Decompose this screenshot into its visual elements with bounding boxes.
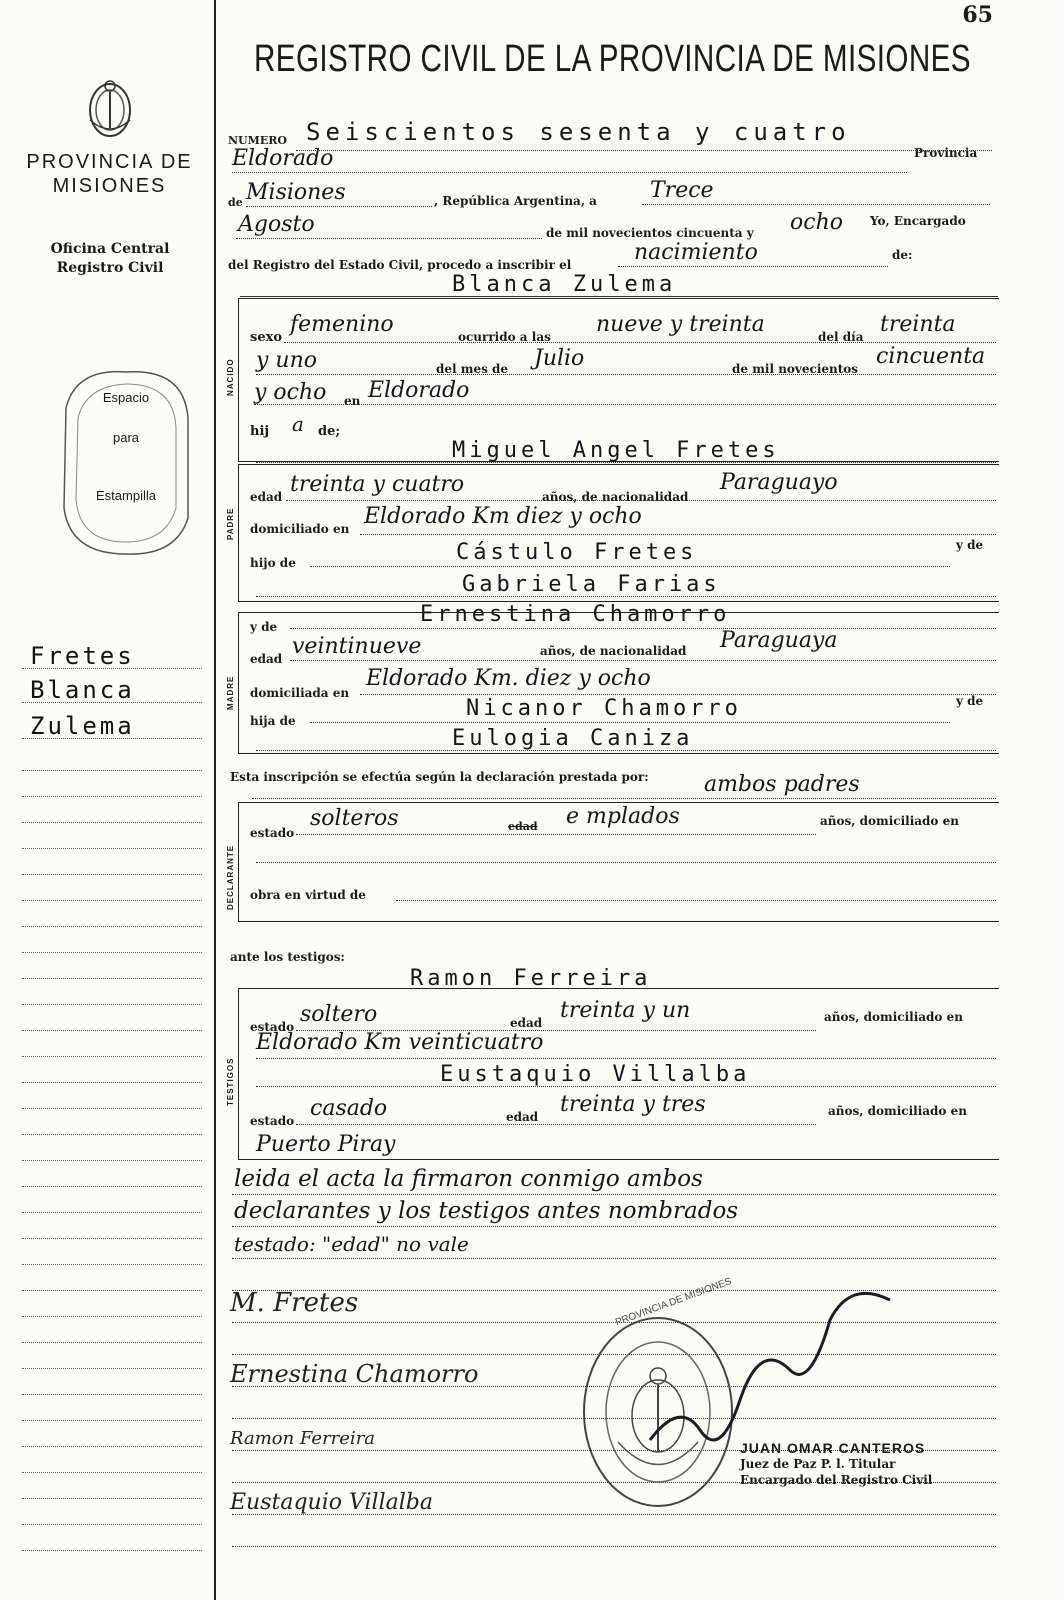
numero-label: NUMERO: [228, 134, 287, 147]
margin-line: [22, 1056, 202, 1057]
field-padre-madre: Gabriela Farias: [462, 572, 721, 597]
note-line-3: testado: "edad" no vale: [234, 1232, 469, 1256]
field-t1-estado: soltero: [300, 1002, 378, 1027]
madre-label: MADRE: [226, 675, 235, 710]
margin-line: [22, 1368, 202, 1369]
left-margin-column: [0, 0, 216, 1600]
margin-line: [22, 1316, 202, 1317]
field-madre-madre: Eulogia Caniza: [452, 726, 694, 751]
field-padre-padre: Cástulo Fretes: [456, 540, 698, 565]
field-dia: Trece: [650, 178, 714, 203]
margin-line: [22, 668, 202, 669]
rule: [284, 342, 996, 343]
rule: [232, 1194, 996, 1195]
hijo-de-label: hijo de: [250, 556, 296, 570]
hij-label: hij: [250, 424, 270, 439]
anios-domic-t1-label: años, domiciliado en: [824, 1010, 963, 1024]
rule: [286, 500, 996, 501]
provincia-label: Provincia: [914, 146, 978, 160]
margin-line: [22, 1082, 202, 1083]
rule: [290, 628, 996, 629]
page-number: 65: [962, 2, 993, 28]
margin-line: [22, 1550, 202, 1551]
office-name: [30, 240, 190, 278]
field-nombre: Blanca Zulema: [452, 272, 677, 297]
margin-line: [22, 1420, 202, 1421]
margin-surname: Fretes: [30, 642, 135, 670]
margin-line: [22, 1030, 202, 1031]
margin-line: [22, 738, 202, 739]
edad-t2-label: edad: [506, 1110, 539, 1124]
anios-domic-t2-label: años, domiciliado en: [828, 1104, 967, 1118]
estado-label: estado: [250, 826, 295, 840]
office-line1: Oficina Central: [50, 241, 170, 257]
margin-line: [22, 926, 202, 927]
rule: [642, 204, 990, 205]
nacido-label: NACIDO: [226, 358, 235, 396]
domiciliada-label: domiciliada en: [250, 686, 350, 700]
rule: [232, 172, 907, 173]
field-madre-nac: Paraguaya: [720, 628, 838, 653]
signature-testigo1: Ramon Ferreira: [230, 1428, 376, 1449]
rule: [360, 534, 996, 535]
field-decl-edad: e mplados: [566, 804, 680, 829]
hija-de-label: hija de: [250, 714, 296, 728]
field-dia-nac-2: y uno: [256, 348, 318, 373]
de-semi-label: de;: [318, 424, 341, 439]
province-name-line2: MISIONES: [52, 175, 167, 197]
margin-line: [22, 874, 202, 875]
note-line-1: leida el acta la firmaron conmigo ambos: [234, 1166, 703, 1192]
de-colon-label: de:: [892, 248, 913, 262]
en-label: en: [344, 394, 361, 408]
anios-nac-label: años, de nacionalidad: [542, 490, 689, 504]
rule: [290, 660, 996, 661]
field-hora: nueve y treinta: [596, 312, 765, 337]
rule: [232, 1226, 996, 1227]
edad-t1-label: edad: [510, 1016, 543, 1030]
margin-line: [22, 702, 202, 703]
edad-label: edad: [250, 490, 283, 504]
rule: [310, 722, 950, 723]
rule: [256, 862, 996, 863]
field-provincia: Misiones: [246, 180, 346, 205]
field-anio: ocho: [790, 210, 843, 235]
margin-line: [22, 1212, 202, 1213]
testigos-v-label: TESTIGOS: [226, 1057, 235, 1106]
document-title: REGISTRO CIVIL DE LA PROVINCIA DE MISIONES: [254, 38, 971, 80]
field-lugar: Eldorado: [232, 146, 334, 171]
rule: [236, 238, 542, 239]
margin-line: [22, 1394, 202, 1395]
y-de-madre-label: y de: [250, 620, 278, 634]
padre-label: PADRE: [226, 507, 235, 540]
margin-line: [22, 1524, 202, 1525]
margin-line: [22, 952, 202, 953]
rule: [396, 900, 996, 901]
y-de-label: y de: [956, 538, 984, 552]
field-t2-estado: casado: [310, 1096, 388, 1121]
edad-struck-label: edad: [508, 820, 538, 833]
del-registro-label: del Registro del Estado Civil, procedo a inscribir el: [228, 258, 572, 272]
rule: [256, 1058, 996, 1059]
rule: [256, 750, 996, 751]
margin-line: [22, 822, 202, 823]
margin-line: [22, 1472, 202, 1473]
field-t2-edad: treinta y tres: [560, 1092, 706, 1117]
field-lugar-nac: Eldorado: [368, 378, 470, 403]
field-testigo2: Eustaquio Villalba: [440, 1062, 751, 1087]
testigos-label: ante los testigos:: [230, 950, 345, 964]
rule: [254, 404, 996, 405]
margin-line: [22, 1108, 202, 1109]
field-mes-nac: Julio: [534, 346, 585, 371]
signature-madre: Ernestina Chamorro: [230, 1360, 479, 1388]
rule: [232, 1546, 996, 1547]
margin-line: [22, 1186, 202, 1187]
de-label: de: [228, 196, 243, 209]
field-mes: Agosto: [238, 212, 315, 237]
field-hij-suffix: a: [292, 412, 304, 436]
rule: [360, 694, 996, 695]
domiciliado-label: domiciliado en: [250, 522, 350, 536]
del-mes-label: del mes de: [436, 362, 509, 376]
office-line2: Registro Civil: [56, 260, 164, 276]
field-sexo: femenino: [290, 312, 394, 337]
rule: [256, 374, 996, 375]
estado-t2-label: estado: [250, 1114, 295, 1128]
margin-line: [22, 1160, 202, 1161]
declaracion-label: Esta inscripción se efectúa según la declaración prestada por:: [230, 770, 649, 784]
obra-label: obra en virtud de: [250, 888, 366, 902]
declarante-label: DECLARANTE: [226, 844, 235, 910]
stamp-label-1: Espacio: [102, 390, 150, 405]
margin-line: [22, 796, 202, 797]
rule: [256, 1086, 996, 1087]
rule: [296, 1124, 816, 1125]
margin-line: [22, 1290, 202, 1291]
field-anio-nac: cincuenta: [876, 344, 986, 369]
stamp-space: [56, 368, 196, 558]
sexo-label: sexo: [250, 330, 283, 345]
rule: [310, 566, 950, 567]
stamp-label-3: Estampilla: [96, 488, 156, 503]
seal-ring-text: PROVINCIA DE MISIONES: [614, 1275, 734, 1329]
ocurrido-label: ocurrido a las: [458, 330, 551, 344]
province-name-line1: PROVINCIA DE: [26, 151, 193, 173]
field-testigo1: Ramon Ferreira: [410, 966, 652, 991]
margin-line: [22, 1342, 202, 1343]
province-name: [12, 150, 207, 198]
del-dia-label: del día: [818, 330, 864, 344]
margin-line: [22, 1264, 202, 1265]
field-decl-estado: solteros: [310, 806, 399, 831]
coat-of-arms-icon: [80, 72, 140, 142]
rule: [256, 462, 996, 463]
officer-block: [740, 1440, 960, 1488]
anios-domic-label: años, domiciliado en: [820, 814, 959, 828]
margin-line: [22, 978, 202, 979]
mil-novecientos-label: de mil novecientos cincuenta y: [546, 226, 754, 240]
field-padre-nac: Paraguayo: [720, 470, 838, 495]
field-t1-edad: treinta y un: [560, 998, 691, 1023]
field-madre-domicilio: Eldorado Km. diez y ocho: [366, 666, 651, 691]
field-madre-padre: Nicanor Chamorro: [466, 696, 742, 721]
field-padre-domicilio: Eldorado Km diez y ocho: [364, 504, 642, 529]
field-padre-nombre: Miguel Angel Fretes: [452, 438, 780, 463]
margin-line: [22, 900, 202, 901]
republica-label: , República Argentina, a: [434, 194, 597, 208]
field-anio-nac-2: y ocho: [254, 380, 327, 405]
anios-nac-madre-label: años, de nacionalidad: [540, 644, 687, 658]
de-mil-nov-label: de mil novecientos: [732, 362, 859, 376]
note-line-2: declarantes y los testigos antes nombrados: [234, 1198, 739, 1224]
officer-title: Juez de Paz P. l. Titular: [740, 1457, 896, 1471]
estado-t1-label: estado: [250, 1020, 295, 1034]
margin-line: [22, 1446, 202, 1447]
rule: [296, 150, 992, 151]
margin-line: [22, 848, 202, 849]
rule: [252, 798, 996, 799]
rule: [256, 596, 996, 597]
signature-testigo2: Eustaquio Villalba: [230, 1490, 433, 1515]
y-de-madre-2-label: y de: [956, 694, 984, 708]
rule: [296, 834, 816, 835]
margin-first-name: Blanca: [30, 676, 135, 704]
field-madre-nombre: Ernestina Chamorro: [420, 602, 731, 627]
field-dia-nac: treinta: [880, 312, 956, 337]
edad-madre-label: edad: [250, 652, 283, 666]
officer-role: Encargado del Registro Civil: [740, 1473, 933, 1487]
field-numero: Seiscientos sesenta y cuatro: [306, 118, 851, 146]
signature-padre: M. Fretes: [230, 1288, 359, 1318]
field-padre-edad: treinta y cuatro: [290, 472, 465, 497]
margin-line: [22, 770, 202, 771]
field-declarante: ambos padres: [704, 772, 860, 797]
margin-line: [22, 1004, 202, 1005]
rule: [618, 266, 888, 267]
rule: [246, 206, 432, 207]
margin-line: [22, 1134, 202, 1135]
rule: [232, 1258, 996, 1259]
field-t2-domicilio: Puerto Piray: [256, 1132, 396, 1157]
field-madre-edad: veintinueve: [292, 634, 422, 659]
field-t1-domicilio: Eldorado Km veinticuatro: [256, 1030, 544, 1055]
margin-second-name: Zulema: [30, 712, 135, 740]
field-acto: nacimiento: [634, 240, 758, 265]
yo-encargado-label: Yo, Encargado: [870, 214, 966, 228]
rule: [240, 296, 998, 297]
margin-line: [22, 1238, 202, 1239]
stamp-label-2: para: [112, 430, 140, 445]
officer-name: JUAN OMAR CANTEROS: [740, 1440, 926, 1456]
margin-line: [22, 1498, 202, 1499]
